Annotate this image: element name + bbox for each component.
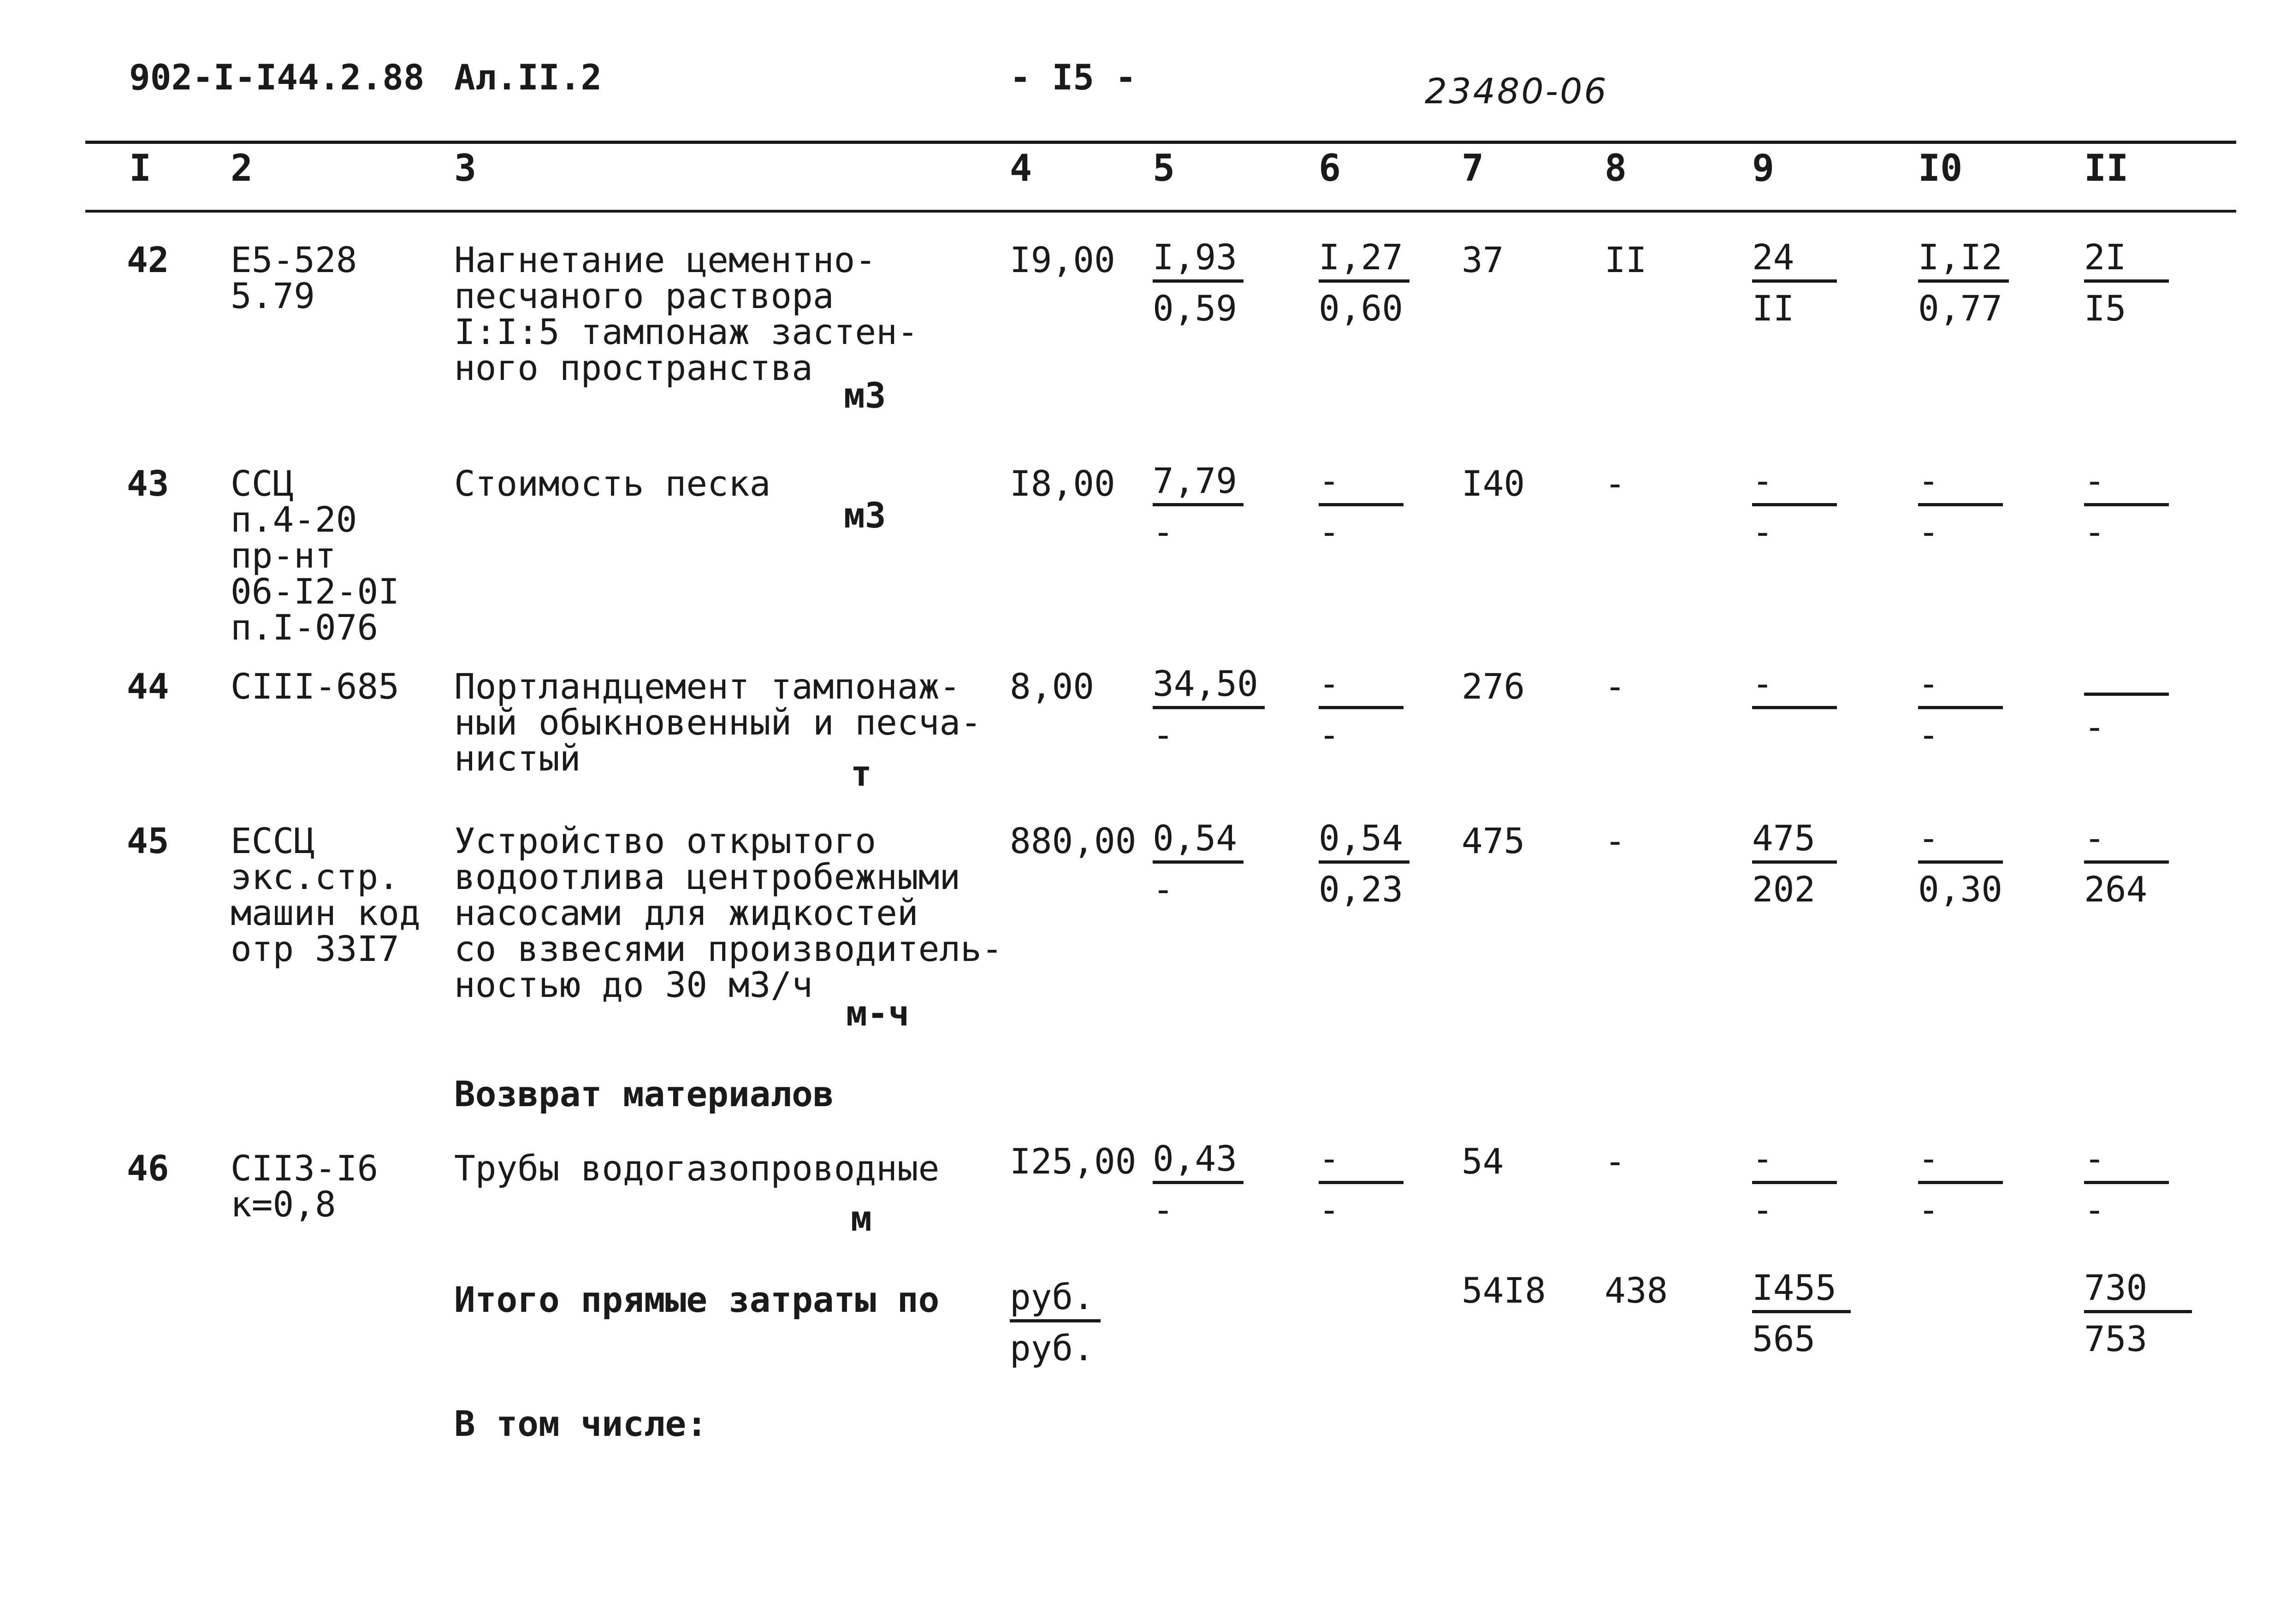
row-43-col8: - [1605,463,1626,504]
column-number-8: 8 [1605,147,1627,190]
row-43-col5-top: 7,79 [1153,463,1244,506]
header-rule-bottom [85,210,2236,213]
row-42-col11 [2084,237,2169,329]
album-number: Ал.II.2 [454,57,602,98]
row-45-col5 [1153,818,1244,910]
row-46-col9 [1752,1138,1837,1230]
row-42-col10-top: I,I2 [1918,240,2009,283]
row-45-col6-top: 0,54 [1319,821,1409,864]
row-45-description: Устройство открытого водоотлива центробежными насосами для жидкостей со взвесями производитель- ностью до 30 м3/ч [454,820,1003,1005]
row-44-col6 [1319,663,1404,755]
row-43-col6-top: - [1319,463,1404,506]
row-44-description: Портландцемент тампонаж- ный обыкновенный и песча- нистый [454,666,982,779]
row-43-col10-top: - [1918,463,2003,506]
row-45-col7: 475 [1462,820,1525,861]
row-43-col9 [1752,460,1837,552]
row-42-col4: I9,00 [1010,239,1115,280]
header-rule-top [85,141,2236,144]
total-col11-top: 730 [2084,1270,2192,1313]
row-45-col10 [1918,818,2003,910]
including-label: В том числе: [454,1403,708,1444]
total-col11-bottom: 753 [2084,1318,2148,1359]
row-42-number: 42 [127,239,169,280]
row-44-col4: 8,00 [1010,666,1095,707]
row-46-number: 46 [127,1148,169,1189]
row-42-col8: II [1605,239,1647,280]
row-46-col5-top: 0,43 [1153,1141,1244,1184]
row-43-number: 43 [127,463,169,504]
row-42-col6 [1319,237,1409,329]
row-42-col5-bottom: 0,59 [1153,288,1238,329]
row-42-col11-bottom: I5 [2084,288,2126,329]
total-col9-top: I455 [1752,1270,1851,1313]
row-45-col10-bottom: 0,30 [1918,869,2003,910]
document-code: 902-I-I44.2.88 [129,57,425,98]
row-46-col7: 54 [1462,1141,1504,1182]
total-col9-bottom: 565 [1752,1318,1816,1359]
row-46-unit: м [851,1198,872,1239]
row-43-col11 [2084,460,2169,552]
row-45-col4: 880,00 [1010,820,1137,861]
row-46-col6-top: - [1319,1141,1404,1184]
row-43-col6-bottom: - [1319,511,1340,552]
column-number-7: 7 [1462,147,1484,190]
row-45-col9-top: 475 [1752,821,1837,864]
row-42-col5 [1153,237,1244,329]
page-number: - I5 - [1010,57,1137,98]
row-42-col9 [1752,237,1837,329]
row-44-col5-top: 34,50 [1153,666,1265,709]
row-46-col11 [2084,1138,2169,1230]
row-46-col9-bottom: - [1752,1189,1773,1230]
row-46-col4: I25,00 [1010,1141,1137,1182]
total-col11 [2084,1267,2192,1359]
row-45-col9 [1752,818,1837,910]
row-44-col6-bottom: - [1319,714,1340,755]
total-col9 [1752,1267,1851,1359]
row-42-col9-top: 24 [1752,240,1837,283]
row-44-col10-top: - [1918,666,2003,709]
column-number-10: I0 [1918,147,1963,190]
column-number-6: 6 [1319,147,1341,190]
row-44-unit: т [851,753,872,794]
row-42-col5-top: I,93 [1153,240,1244,283]
row-45-col6 [1319,818,1409,910]
row-45-code: ЕССЦ экс.стр. машин код отр 33I7 [231,820,420,969]
row-46-col11-bottom: - [2084,1189,2105,1230]
row-43-col9-top: - [1752,463,1837,506]
row-43-code: ССЦ п.4-20 пр-нт 06-I2-0I п.I-076 [231,463,400,648]
row-44-code: СIII-685 [231,666,400,707]
row-42-col7: 37 [1462,239,1504,280]
row-43-col6 [1319,460,1404,552]
column-number-5: 5 [1153,147,1175,190]
row-45-col11-top: - [2084,821,2169,864]
row-42-code: Е5-528 5.79 [231,239,357,316]
row-42-description: Нагнетание цементно- песчаного раствора I:I:5 тампонаж застен- ного пространства [454,239,918,388]
column-number-11: II [2084,147,2129,190]
row-46-col5-bottom: - [1153,1189,1174,1230]
handwritten-number: 23480-06 [1425,71,1608,112]
row-44-col11-bottom: - [2084,706,2105,747]
row-43-unit: м3 [844,495,886,536]
row-46-col6 [1319,1138,1404,1230]
row-44-col5 [1153,663,1265,755]
column-number-3: 3 [454,147,477,190]
column-number-4: 4 [1010,147,1032,190]
row-44-col6-top: - [1319,666,1404,709]
row-44-col9-top: - [1752,666,1837,709]
total-label: Итого прямые затраты по [454,1279,940,1320]
section-return-materials: Возврат материалов [454,1073,834,1114]
row-43-col10-bottom: - [1918,511,1939,552]
row-45-col5-bottom: - [1153,869,1174,910]
row-42-unit: м3 [844,375,886,416]
column-number-1: I [129,147,152,190]
row-44-col5-bottom: - [1153,714,1174,755]
row-42-col11-top: 2I [2084,240,2169,283]
row-44-col10 [1918,663,2003,755]
row-45-col5-top: 0,54 [1153,821,1244,864]
row-44-col7: 276 [1462,666,1525,707]
row-45-unit: м-ч [846,993,910,1034]
row-44-col11 [2084,666,2169,745]
row-46-col9-top: - [1752,1141,1837,1184]
row-46-col10 [1918,1138,2003,1230]
row-46-description: Трубы водогазопроводные [454,1148,940,1189]
row-43-description: Стоимость песка [454,463,771,504]
row-44-number: 44 [127,666,169,707]
row-46-col10-bottom: - [1918,1189,1939,1230]
row-43-col7: I40 [1462,463,1525,504]
row-45-col10-top: - [1918,821,2003,864]
row-43-col5-bottom: - [1153,511,1174,552]
row-46-col10-top: - [1918,1141,2003,1184]
row-46-col6-bottom: - [1319,1189,1340,1230]
row-43-col11-top: - [2084,463,2169,506]
row-43-col9-bottom: - [1752,511,1773,552]
row-42-col9-bottom: II [1752,288,1794,329]
total-unit-bottom: руб. [1010,1328,1095,1369]
row-43-col4: I8,00 [1010,463,1115,504]
row-44-col10-bottom: - [1918,714,1939,755]
row-42-col6-top: I,27 [1319,240,1409,283]
total-col7: 54I8 [1462,1270,1546,1311]
row-44-col9 [1752,663,1837,717]
total-unit-top: руб. [1010,1280,1101,1322]
row-43-col10 [1918,460,2003,552]
row-45-col9-bottom: 202 [1752,869,1816,910]
row-45-col6-bottom: 0,23 [1319,869,1404,910]
column-number-9: 9 [1752,147,1775,190]
row-46-col8: - [1605,1141,1626,1182]
total-col8: 438 [1605,1270,1668,1311]
row-46-col11-top: - [2084,1141,2169,1184]
row-45-col11-bottom: 264 [2084,869,2148,910]
row-42-col10 [1918,237,2009,329]
row-45-col11 [2084,818,2169,910]
column-number-2: 2 [231,147,253,190]
row-46-col5 [1153,1138,1244,1230]
row-46-code: СII3-I6 к=0,8 [231,1148,379,1225]
row-43-col5 [1153,460,1244,552]
row-45-number: 45 [127,820,169,861]
row-44-col11-top [2084,688,2169,696]
row-45-col8: - [1605,820,1626,861]
total-unit [1010,1276,1101,1369]
row-42-col6-bottom: 0,60 [1319,288,1404,329]
row-42-col10-bottom: 0,77 [1918,288,2003,329]
row-43-col11-bottom: - [2084,511,2105,552]
row-44-col8: - [1605,666,1626,707]
